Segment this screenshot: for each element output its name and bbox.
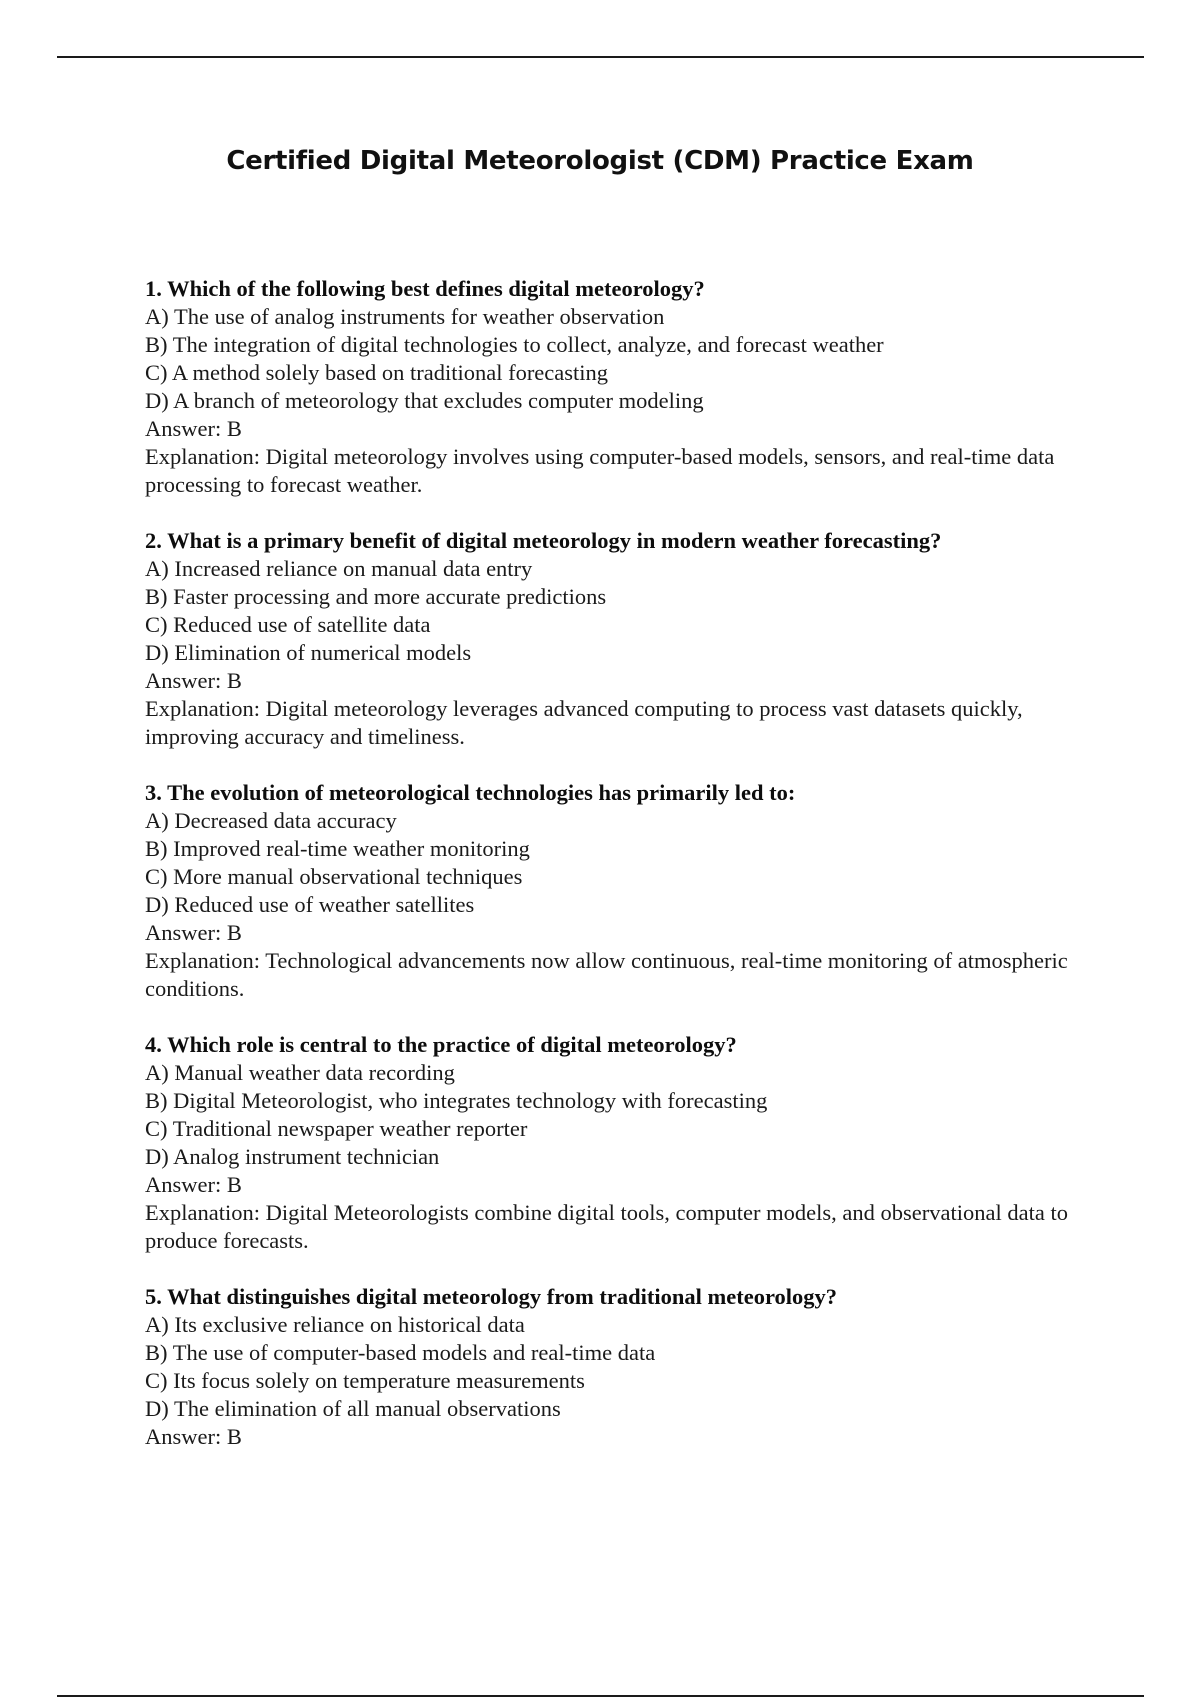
bottom-rule — [57, 1695, 1144, 1697]
answer: Answer: B — [145, 920, 242, 945]
option-a: A) Its exclusive reliance on historical data — [145, 1312, 525, 1337]
option-d: D) Analog instrument technician — [145, 1144, 440, 1169]
question-text: 2. What is a primary benefit of digital meteorology in modern weather forecasting? — [145, 528, 942, 553]
explanation: Explanation: Digital meteorology involves using computer-based models, sensors, and real-time data processing to forecast weather. — [145, 444, 1055, 497]
option-a: A) Manual weather data recording — [145, 1060, 455, 1085]
question-text: 3. The evolution of meteorological technologies has primarily led to: — [145, 780, 796, 805]
question-text: 1. Which of the following best defines digital meteorology? — [145, 276, 705, 301]
question-block — [145, 275, 1085, 499]
option-b: B) The integration of digital technologies to collect, analyze, and forecast weather — [145, 332, 884, 357]
option-a: A) The use of analog instruments for weather observation — [145, 304, 665, 329]
question-block — [145, 527, 1085, 751]
option-b: B) Faster processing and more accurate predictions — [145, 584, 607, 609]
explanation: Explanation: Digital Meteorologists combine digital tools, computer models, and observational data to produce forecasts. — [145, 1200, 1068, 1253]
document-title: Certified Digital Meteorologist (CDM) Practice Exam — [226, 146, 974, 176]
option-c: C) Reduced use of satellite data — [145, 612, 431, 637]
option-c: C) More manual observational techniques — [145, 864, 523, 889]
question-text: 4. Which role is central to the practice of digital meteorology? — [145, 1032, 737, 1057]
question-block — [145, 779, 1085, 1003]
question-block — [145, 1283, 1085, 1451]
top-rule — [57, 56, 1144, 58]
option-a: A) Increased reliance on manual data entry — [145, 556, 533, 581]
option-b: B) Improved real-time weather monitoring — [145, 836, 530, 861]
option-d: D) A branch of meteorology that excludes computer modeling — [145, 388, 704, 413]
explanation: Explanation: Technological advancements now allow continuous, real-time monitoring of atmospheric conditions. — [145, 948, 1068, 1001]
option-c: C) Traditional newspaper weather reporter — [145, 1116, 528, 1141]
option-c: C) Its focus solely on temperature measurements — [145, 1368, 585, 1393]
option-b: B) Digital Meteorologist, who integrates technology with forecasting — [145, 1088, 768, 1113]
explanation: Explanation: Digital meteorology leverages advanced computing to process vast datasets quickly, improving accuracy and timeliness. — [145, 696, 1023, 749]
option-d: D) The elimination of all manual observations — [145, 1396, 561, 1421]
answer: Answer: B — [145, 1172, 242, 1197]
question-text: 5. What distinguishes digital meteorology from traditional meteorology? — [145, 1284, 838, 1309]
answer: Answer: B — [145, 1424, 242, 1449]
option-b: B) The use of computer-based models and real-time data — [145, 1340, 656, 1365]
option-a: A) Decreased data accuracy — [145, 808, 397, 833]
answer: Answer: B — [145, 416, 242, 441]
option-d: D) Reduced use of weather satellites — [145, 892, 475, 917]
option-d: D) Elimination of numerical models — [145, 640, 472, 665]
question-block — [145, 1031, 1085, 1255]
answer: Answer: B — [145, 668, 242, 693]
option-c: C) A method solely based on traditional forecasting — [145, 360, 609, 385]
questions-list — [145, 275, 1085, 1479]
